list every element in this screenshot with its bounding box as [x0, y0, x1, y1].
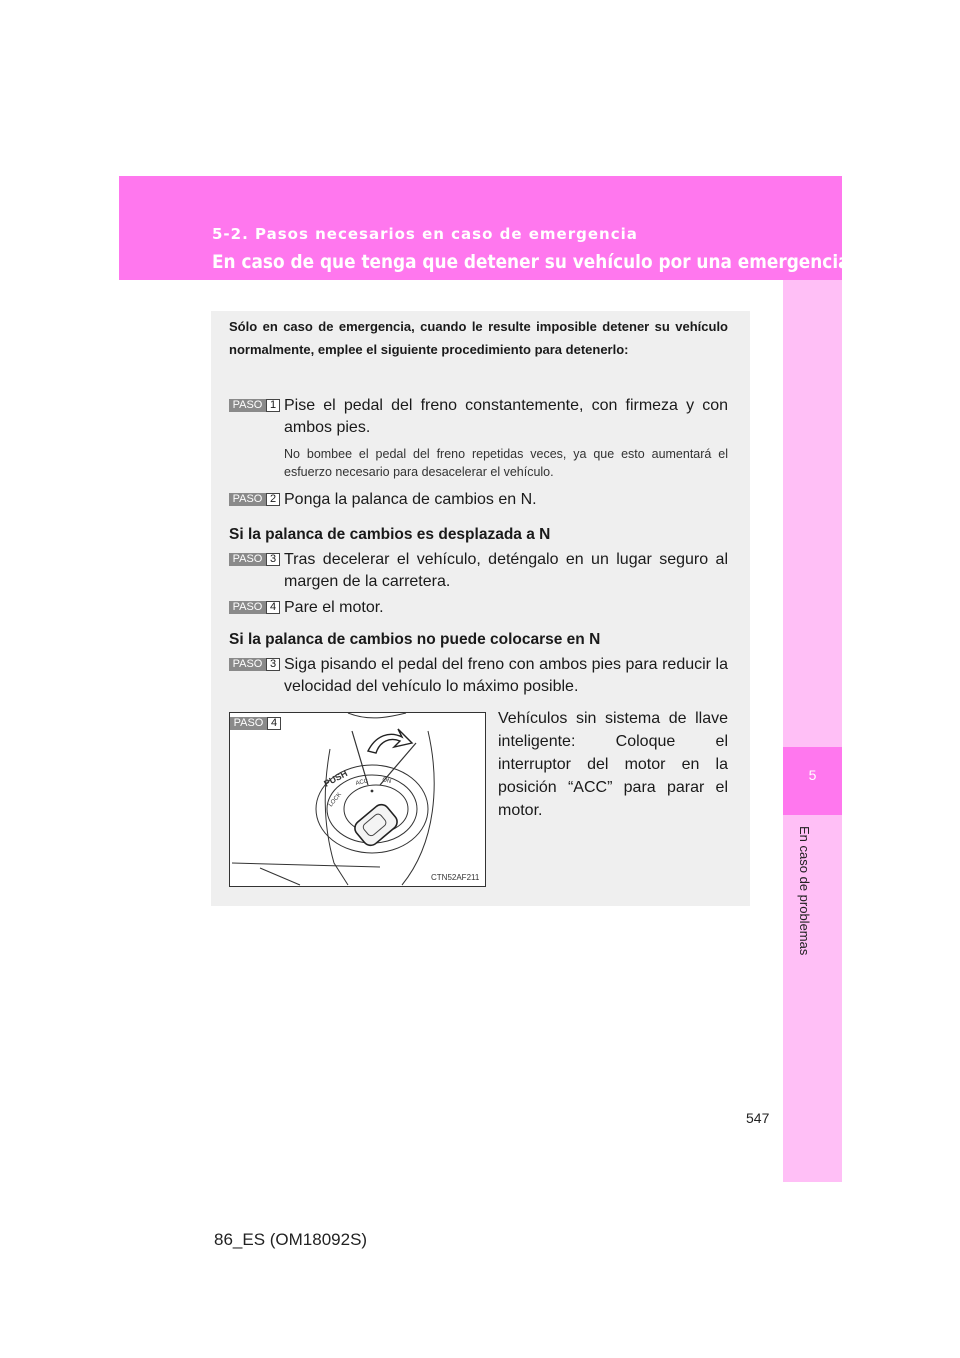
paso-number: 1 — [266, 399, 280, 412]
final-instruction: Vehículos sin sistema de llave inteligente: Coloque el interruptor del motor en la posición “ACC” para parar el motor. — [498, 710, 728, 819]
document-code: 86_ES (OM18092S) — [214, 1230, 368, 1249]
chapter-side-tab — [783, 280, 842, 1182]
paso-number: 4 — [267, 717, 281, 730]
step-3a — [229, 549, 728, 593]
on-label: ON — [381, 777, 392, 786]
condition-heading-b: Si la palanca de cambios no puede colocarse en N — [229, 631, 601, 648]
paso-badge — [229, 553, 280, 566]
step-3b — [229, 654, 728, 698]
paso-label: PASO — [229, 601, 266, 614]
chapter-number: 5 — [808, 767, 817, 783]
paso-label: PASO — [229, 553, 266, 566]
paso-label: PASO — [230, 717, 267, 730]
push-label: PUSH — [322, 768, 350, 789]
page-heading: En caso de que tenga que detener su vehículo por una emergencia — [212, 251, 850, 273]
header-band — [119, 176, 850, 280]
section-label: 5-2. Pasos necesarios en caso de emergencia — [212, 225, 638, 243]
step-text: Ponga la palanca de cambios en N. — [284, 491, 537, 508]
intro-text: Sólo en caso de emergencia, cuando le resulte imposible detener su vehículo normalmente, emplee el siguiente procedimiento para detenerlo: — [229, 319, 728, 357]
paso-label: PASO — [229, 399, 266, 412]
acc-label: ACC — [355, 778, 369, 787]
step-4a — [229, 597, 728, 619]
paso-label: PASO — [229, 658, 266, 671]
step-text: Tras decelerar el vehículo, deténgalo en un lugar seguro al margen de la carretera. — [284, 551, 728, 590]
paso-label: PASO — [229, 493, 266, 506]
ignition-illustration — [229, 712, 486, 887]
paso-number: 4 — [266, 601, 280, 614]
paso-number: 3 — [266, 658, 280, 671]
paso-number: 2 — [266, 493, 280, 506]
ignition-key-drawing — [230, 713, 485, 886]
chapter-title: En caso de problemas — [797, 826, 812, 956]
condition-heading-a: Si la palanca de cambios es desplazada a N — [229, 526, 551, 543]
lock-label: LOCK — [327, 791, 344, 809]
step-text: Siga pisando el pedal del freno con ambos pies para reducir la velocidad del vehículo lo máximo posible. — [284, 656, 728, 695]
paso-badge — [229, 399, 280, 412]
step-1 — [229, 395, 728, 439]
step-text: Pise el pedal del freno constantemente, con firmeza y con ambos pies. — [284, 397, 728, 436]
page-number: 547 — [746, 1110, 770, 1126]
step-note: No bombee el pedal del freno repetidas veces, ya que esto aumentará el esfuerzo necesario para desacelerar el vehículo. — [284, 447, 728, 479]
paso-badge — [229, 601, 280, 614]
paso-badge — [230, 717, 281, 730]
chapter-number-block — [783, 747, 842, 815]
step-text: Pare el motor. — [284, 599, 384, 616]
illustration-code: CTN52AF211 — [431, 873, 480, 882]
content-box — [211, 311, 750, 906]
paso-badge — [229, 658, 280, 671]
step-2 — [229, 489, 728, 511]
paso-number: 3 — [266, 553, 280, 566]
paso-badge — [229, 493, 280, 506]
